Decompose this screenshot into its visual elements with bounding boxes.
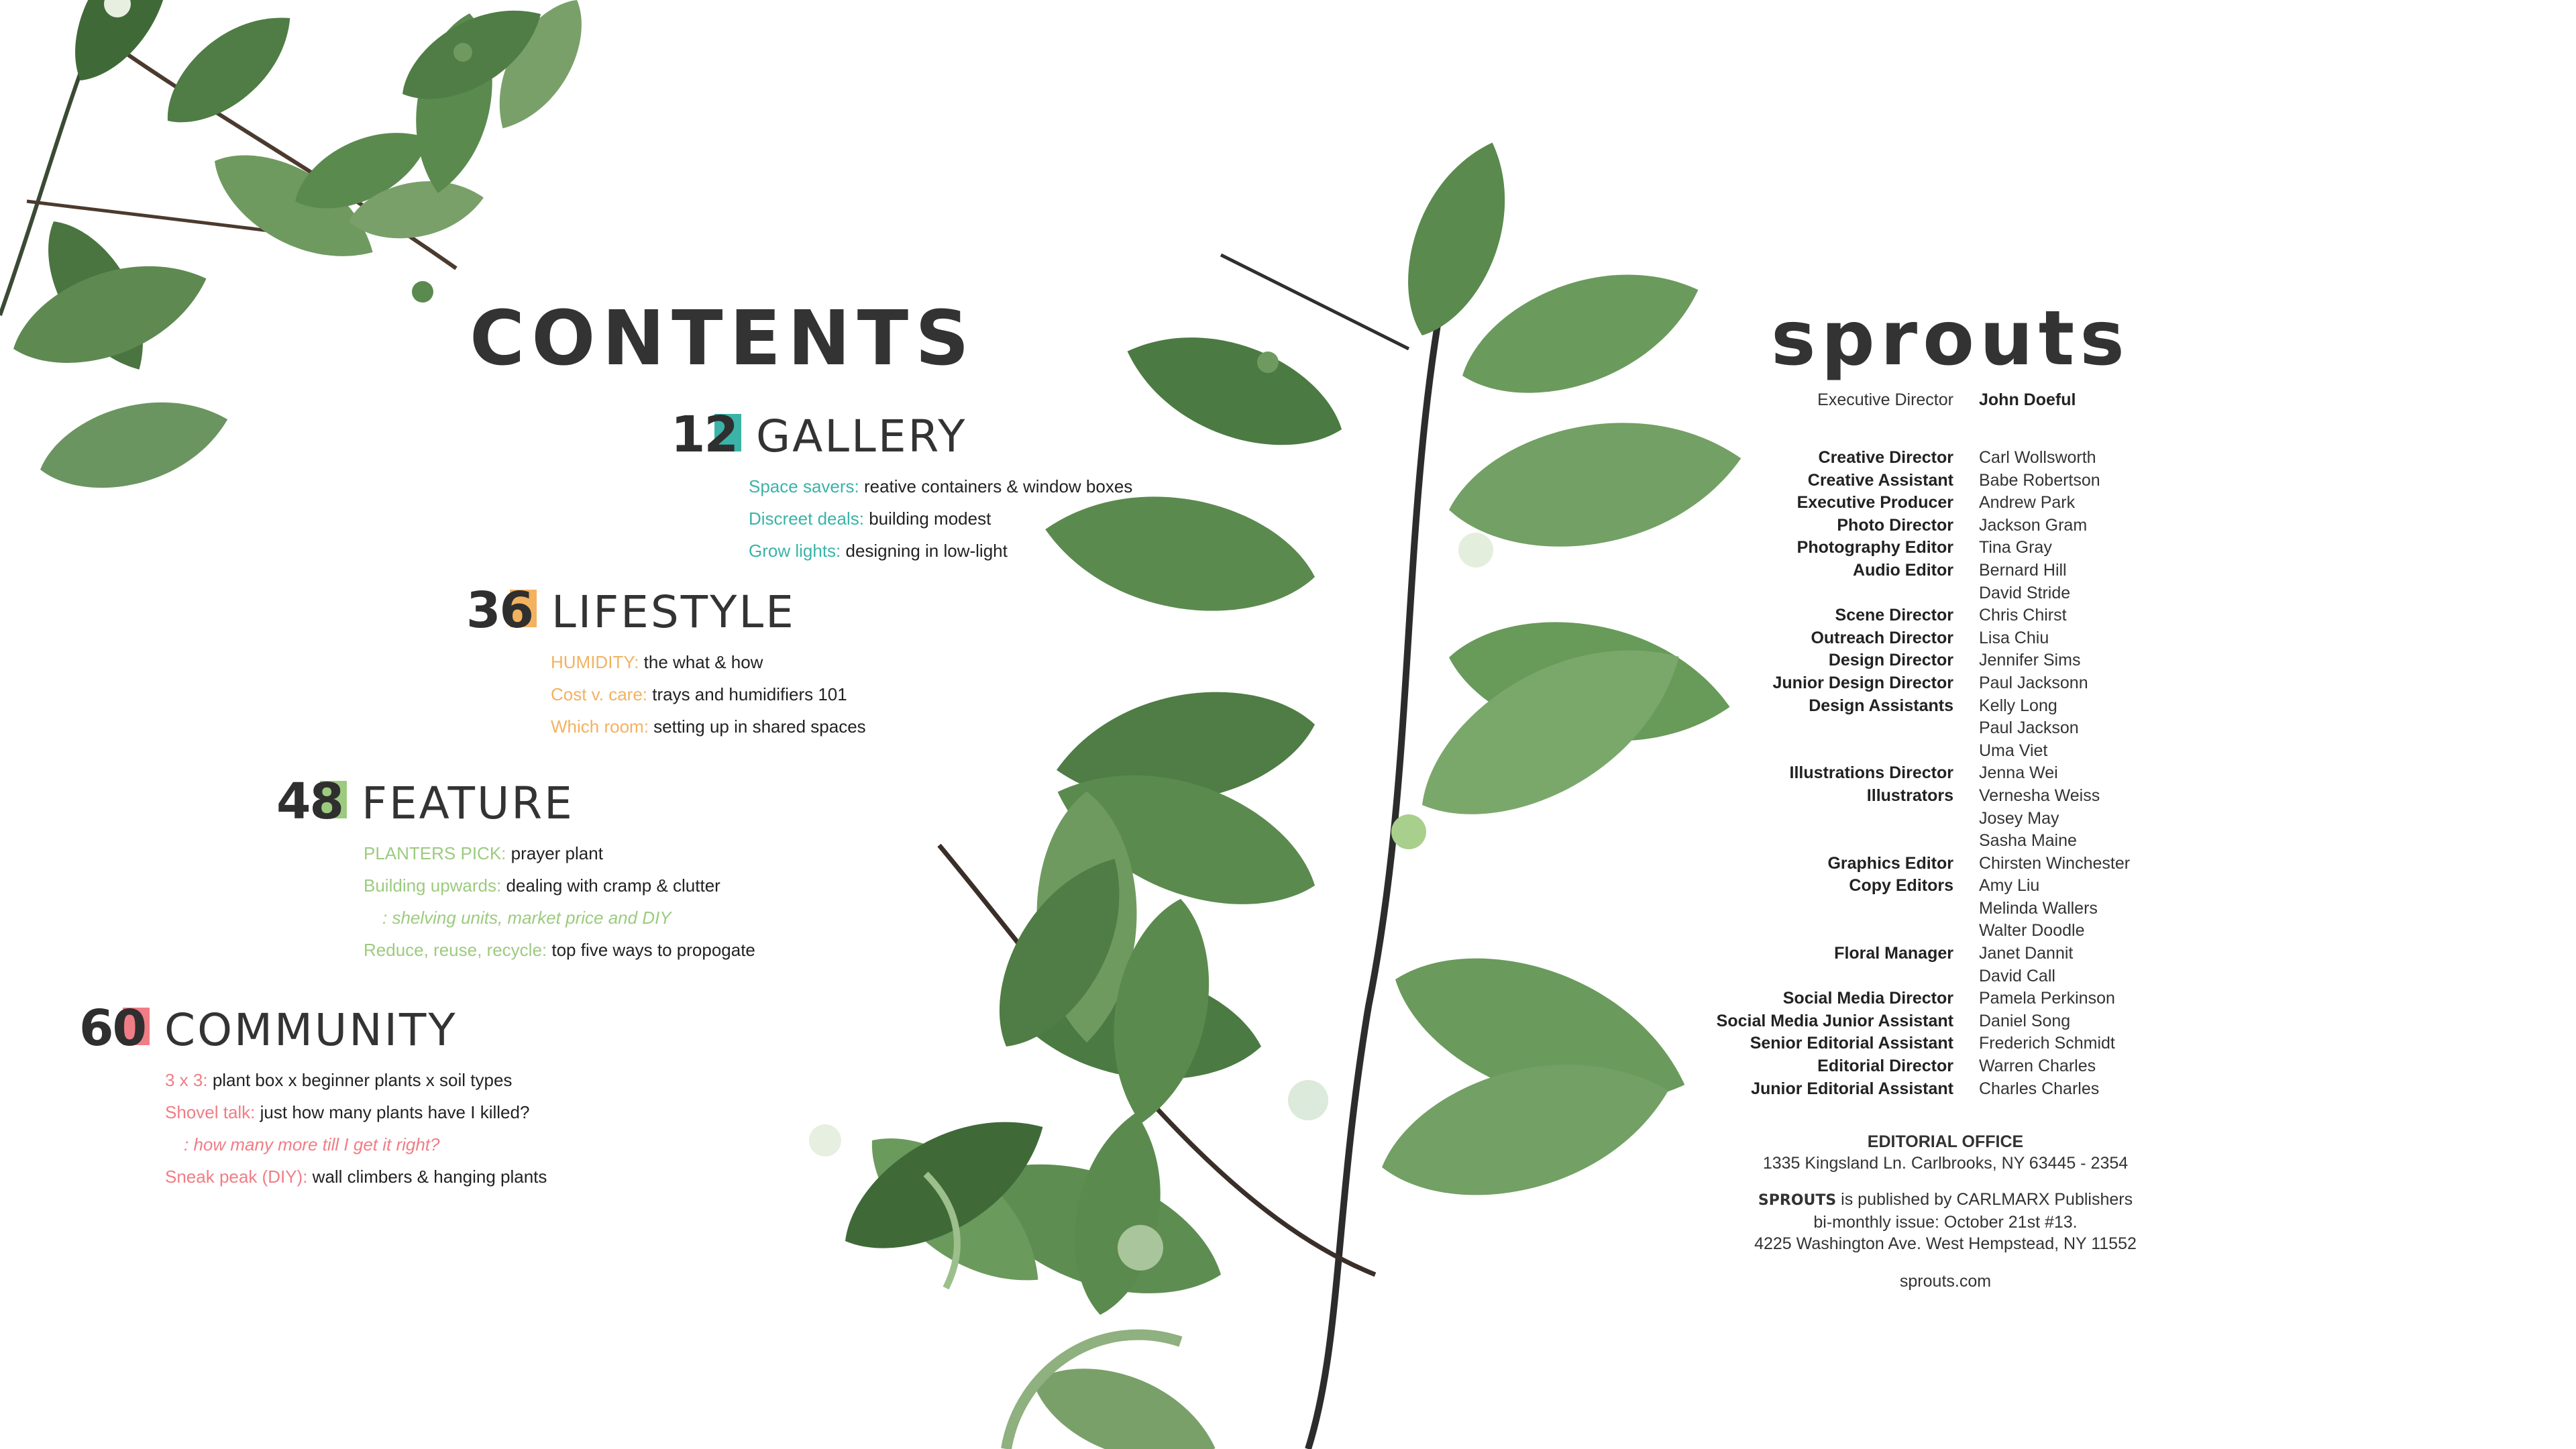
staff-name: Vernesha Weiss <box>1979 786 2100 805</box>
staff-row <box>1677 853 2281 875</box>
staff-role: Executive Producer <box>1796 493 1953 513</box>
toc-subnote: : how many more till I get it right? <box>184 1134 440 1155</box>
staff-role <box>1677 965 1953 988</box>
section-items <box>364 837 755 966</box>
staff-role <box>1677 582 1953 605</box>
staff-role <box>1677 808 1953 830</box>
staff-role: Photo Director <box>1837 515 1953 535</box>
staff-role: Creative Director <box>1818 448 1953 467</box>
staff-role: Floral Manager <box>1834 944 1953 963</box>
staff-role: Design Assistants <box>1809 696 1953 715</box>
staff-name: Janet Dannit <box>1979 944 2074 963</box>
section-community <box>79 1000 547 1193</box>
section-page-number: 12 <box>671 406 737 464</box>
staff-row <box>1677 830 2281 853</box>
staff-row <box>1677 965 2281 988</box>
contents-title: CONTENTS <box>470 295 976 382</box>
staff-name: Carl Wollsworth <box>1979 448 2096 467</box>
section-title: FEATURE <box>361 777 574 829</box>
section-title: LIFESTYLE <box>551 586 796 638</box>
staff-row <box>1677 537 2281 559</box>
toc-item[interactable]: PLANTERS PICK: prayer plant <box>364 843 603 863</box>
staff-row <box>1677 649 2281 672</box>
toc-item[interactable]: Cost v. care: trays and humidifiers 101 <box>551 684 847 704</box>
staff-name: Bernard Hill <box>1979 560 2067 580</box>
issue-line: bi-monthly issue: October 21st #13. <box>1813 1213 2078 1232</box>
staff-name: Lisa Chiu <box>1979 628 2049 647</box>
staff-role: Graphics Editor <box>1827 853 1953 873</box>
staff-name: David Call <box>1979 966 2055 985</box>
staff-role: Editorial Director <box>1817 1057 1953 1076</box>
toc-item[interactable]: Grow lights: designing in low-light <box>749 541 1008 561</box>
section-feature <box>276 773 755 966</box>
staff-role: Executive Director <box>1817 390 1953 409</box>
staff-role: Photography Editor <box>1796 538 1953 557</box>
staff-name: Kelly Long <box>1979 696 2057 715</box>
staff-role: Senior Editorial Assistant <box>1750 1034 1953 1053</box>
staff-name: Paul Jackson <box>1979 718 2079 738</box>
staff-name: Melinda Wallers <box>1979 898 2098 918</box>
staff-row <box>1677 898 2281 920</box>
section-header <box>276 773 755 830</box>
staff-name: Sasha Maine <box>1979 831 2077 851</box>
toc-subnote: : shelving units, market price and DIY <box>382 908 672 928</box>
toc-item[interactable]: Reduce, reuse, recycle: top five ways to propogate <box>364 940 755 960</box>
top-left-branch <box>0 0 602 507</box>
executive-director-row <box>1744 390 2214 410</box>
staff-row <box>1677 875 2281 898</box>
editorial-office <box>1677 1131 2214 1292</box>
staff-role: Audio Editor <box>1853 560 1953 580</box>
publisher-line: SPROUTS is published by CARLMARX Publishers <box>1758 1190 2133 1209</box>
toc-item[interactable]: Sneak peak (DIY): wall climbers & hanging plants <box>165 1167 547 1187</box>
staff-row <box>1677 1032 2281 1055</box>
publisher-address: 4225 Washington Ave. West Hempstead, NY 11552 <box>1754 1234 2137 1253</box>
staff-role: Creative Assistant <box>1807 470 1953 490</box>
staff-name: David Stride <box>1979 583 2071 602</box>
staff-row <box>1677 447 2281 470</box>
staff-name: Tina Gray <box>1979 538 2052 557</box>
staff-row <box>1677 515 2281 537</box>
staff-role <box>1677 717 1953 740</box>
section-gallery <box>671 406 1132 567</box>
staff-role: Social Media Director <box>1782 989 1953 1008</box>
staff-name: Jackson Gram <box>1979 515 2088 535</box>
toc-item[interactable]: HUMIDITY: the what & how <box>551 652 763 672</box>
staff-role <box>1677 740 1953 763</box>
staff-row <box>1677 762 2281 785</box>
staff-role: Illustrators <box>1866 786 1953 805</box>
staff-row <box>1677 1055 2281 1078</box>
office-address: 1335 Kingsland Ln. Carlbrooks, NY 63445 - 2354 <box>1762 1154 2129 1173</box>
staff-role: Junior Design Director <box>1772 673 1953 692</box>
toc-item[interactable]: Shovel talk: just how many plants have I killed? <box>165 1102 530 1122</box>
section-page-number: 36 <box>466 582 533 639</box>
staff-name: John Doeful <box>1979 390 2076 409</box>
staff-row <box>1677 987 2281 1010</box>
staff-name: Uma Viet <box>1979 741 2048 760</box>
toc-item[interactable]: Space savers: reative containers & window boxes <box>749 476 1133 496</box>
staff-row <box>1677 740 2281 763</box>
staff-row <box>1677 1078 2281 1101</box>
section-page-number: 48 <box>276 773 343 830</box>
staff-name: Charles Charles <box>1979 1079 2100 1098</box>
staff-name: Jenna Wei <box>1979 763 2058 783</box>
staff-role: Design Director <box>1828 651 1953 670</box>
section-header <box>671 406 1132 464</box>
section-title: GALLERY <box>755 411 967 462</box>
section-items <box>749 470 1132 567</box>
staff-row <box>1677 492 2281 515</box>
staff-row <box>1677 717 2281 740</box>
staff-row <box>1677 785 2281 808</box>
section-lifestyle <box>466 582 866 743</box>
section-items <box>165 1064 547 1193</box>
staff-row <box>1677 604 2281 627</box>
toc-item[interactable]: Discreet deals: building modest <box>749 508 991 529</box>
section-header <box>466 582 866 639</box>
section-items <box>551 646 866 743</box>
staff-row <box>1677 920 2281 943</box>
staff-row <box>1677 1010 2281 1033</box>
staff-name: Chirsten Winchester <box>1979 853 2131 873</box>
staff-row <box>1677 672 2281 695</box>
toc-item[interactable]: 3 x 3: plant box x beginner plants x soil types <box>165 1070 513 1090</box>
staff-name: Pamela Perkinson <box>1979 989 2115 1008</box>
staff-role: Illustrations Director <box>1789 763 1953 783</box>
staff-name: Babe Robertson <box>1979 470 2100 490</box>
staff-role: Junior Editorial Assistant <box>1751 1079 1953 1098</box>
staff-row <box>1677 627 2281 650</box>
staff-role: Social Media Junior Assistant <box>1716 1011 1953 1030</box>
section-title: COMMUNITY <box>164 1004 458 1056</box>
staff-role <box>1677 920 1953 943</box>
staff-role <box>1677 898 1953 920</box>
staff-row <box>1677 808 2281 830</box>
staff-name: Paul Jacksonn <box>1979 673 2088 692</box>
staff-row <box>1677 582 2281 605</box>
staff-name: Chris Chirst <box>1979 606 2067 625</box>
staff-name: Andrew Park <box>1979 493 2076 513</box>
staff-role: Outreach Director <box>1811 628 1953 647</box>
staff-row <box>1677 559 2281 582</box>
office-heading: EDITORIAL OFFICE <box>1867 1132 2024 1151</box>
toc-item[interactable]: Which room: setting up in shared spaces <box>551 716 866 737</box>
publisher-brand: SPROUTS <box>1758 1192 1837 1209</box>
staff-name: Walter Doodle <box>1979 921 2085 941</box>
staff-role: Copy Editors <box>1849 876 1953 896</box>
toc-item[interactable]: Building upwards: dealing with cramp & clutter <box>364 875 720 896</box>
staff-list <box>1677 447 2281 1100</box>
magazine-logo: sprouts <box>1771 295 2130 382</box>
staff-name: Amy Liu <box>1979 876 2040 896</box>
staff-name: Frederich Schmidt <box>1979 1034 2115 1053</box>
section-page-number: 60 <box>79 1000 146 1057</box>
staff-role <box>1677 830 1953 853</box>
staff-name: Daniel Song <box>1979 1011 2071 1030</box>
staff-role: Scene Director <box>1835 606 1953 625</box>
staff-row <box>1677 695 2281 718</box>
section-header <box>79 1000 547 1057</box>
staff-row <box>1677 943 2281 965</box>
staff-name: Jennifer Sims <box>1979 651 2081 670</box>
website-link[interactable]: sprouts.com <box>1899 1272 1992 1291</box>
staff-name: Josey May <box>1979 808 2059 828</box>
staff-name: Warren Charles <box>1979 1057 2096 1076</box>
staff-row <box>1677 470 2281 492</box>
